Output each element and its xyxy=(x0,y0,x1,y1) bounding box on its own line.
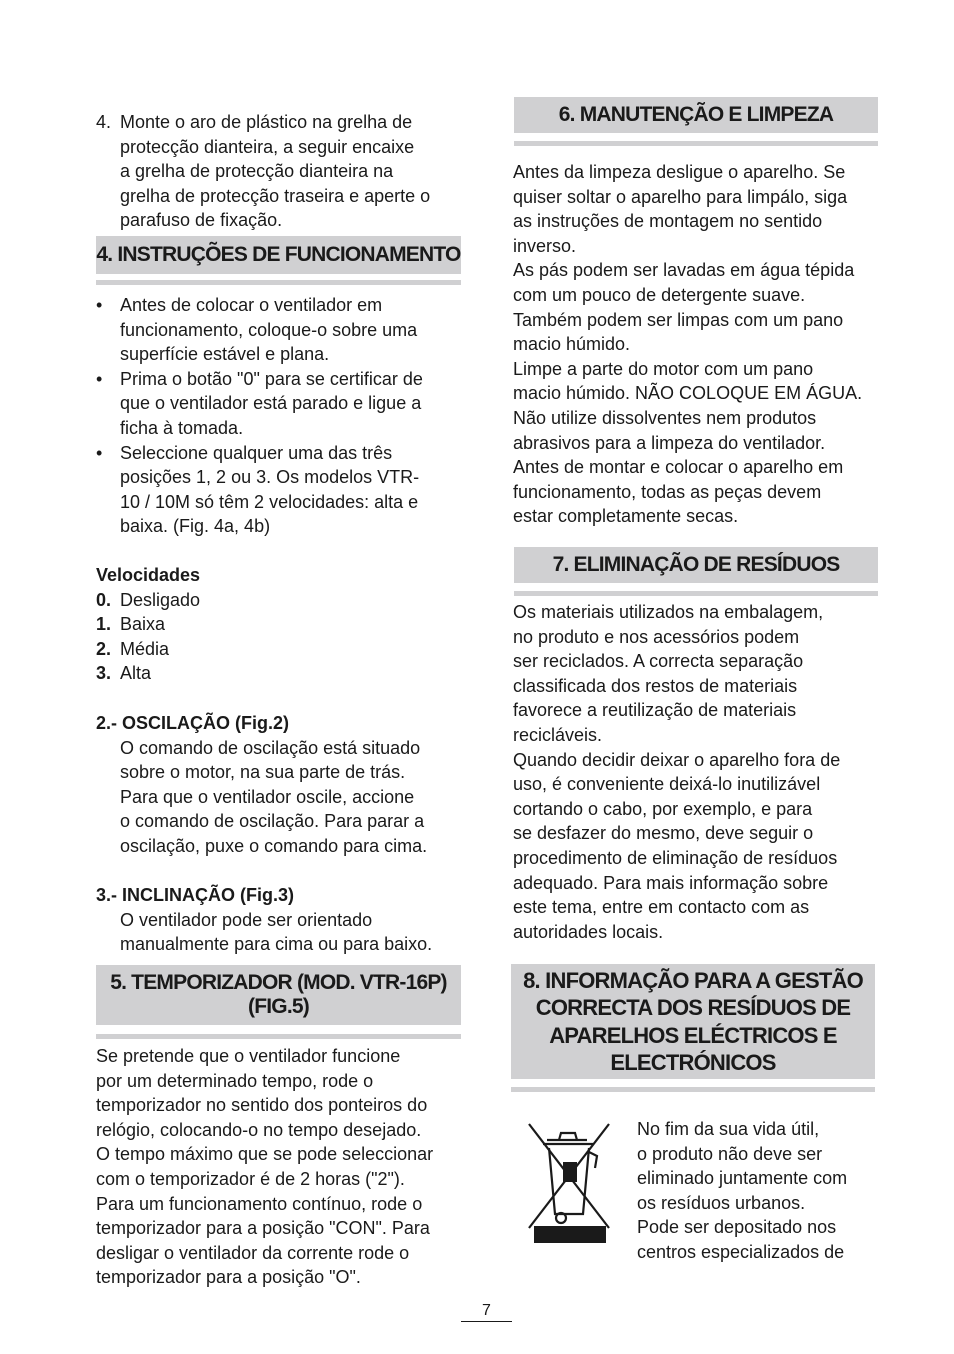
text-line: quiser soltar o aparelho para limpálo, siga xyxy=(513,186,848,207)
text-line: temporizador para a posição "CON". Para xyxy=(96,1218,430,1239)
heading-rule xyxy=(96,280,461,285)
text-line: funcionamento, coloque-o sobre uma xyxy=(120,319,418,340)
section-8-heading-line: CORRECTA DOS RESÍDUOS DE xyxy=(535,995,851,1020)
section-5-body xyxy=(96,1044,466,1290)
text-line: com o temporizador é de 2 horas ("2"). xyxy=(96,1168,405,1189)
heading-rule xyxy=(514,591,878,596)
oscillation-title: 2.- OSCILAÇÃO (Fig.2) xyxy=(96,713,289,733)
section-8-heading-line: 8. INFORMAÇÃO PARA A GESTÃO xyxy=(523,967,863,993)
text-line: Também podem ser limpas com um pano xyxy=(513,309,844,330)
section-6-heading xyxy=(514,97,878,133)
text-line: centros especializados de xyxy=(637,1241,845,1262)
text-line: O comando de oscilação está situado xyxy=(120,737,421,758)
text-line: grelha de protecção traseira e aperte o xyxy=(120,185,431,206)
text-line: temporizador no sentido dos ponteiros do xyxy=(96,1095,428,1116)
speed-label: Média xyxy=(120,638,170,659)
text-line: por um determinado tempo, rode o xyxy=(96,1070,374,1091)
speed-label: Baixa xyxy=(120,614,166,635)
text-line: cortando o cabo, por exemplo, e para xyxy=(513,798,813,819)
section-5-heading xyxy=(96,965,461,1025)
text-line: Para que o ventilador oscile, accione xyxy=(120,786,415,807)
speeds-block xyxy=(96,563,466,686)
section-6-heading-text: 6. MANUTENÇÃO E LIMPEZA xyxy=(558,103,834,126)
text-line: eliminado juntamente com xyxy=(637,1168,848,1189)
text-line: Pode ser depositado nos xyxy=(637,1217,837,1238)
text-line: relógio, colocando-o no tempo desejado. xyxy=(96,1119,422,1140)
speed-label: Desligado xyxy=(120,589,201,610)
text-line: inverso. xyxy=(513,235,577,256)
speed-number: 0. xyxy=(96,589,112,610)
text-line: temporizador para a posição "O". xyxy=(96,1267,361,1288)
speed-number: 1. xyxy=(96,614,112,635)
text-line: Os materiais utilizados na embalagem, xyxy=(513,602,824,622)
text-line: que o ventilador está parado e ligue a xyxy=(120,393,422,414)
speed-label: Alta xyxy=(120,663,152,684)
section-7-heading-text: 7. ELIMINAÇÃO DE RESÍDUOS xyxy=(552,553,840,576)
text-line: sobre o motor, na sua parte de trás. xyxy=(120,762,406,783)
section-8-heading xyxy=(511,964,875,1079)
section-7-heading xyxy=(514,547,878,583)
crossed-out-wheelie-bin-icon xyxy=(525,1118,613,1248)
text-line: posições 1, 2 ou 3. Os modelos VTR- xyxy=(120,467,420,488)
section-8-body xyxy=(637,1117,887,1265)
speeds-title: Velocidades xyxy=(96,565,201,585)
text-line: Antes de colocar o ventilador em xyxy=(120,295,383,315)
text-line: No fim da sua vida útil, xyxy=(637,1119,820,1139)
text-line: baixa. (Fig. 4a, 4b) xyxy=(120,516,271,537)
list-item xyxy=(96,637,466,662)
tilt-title: 3.- INCLINAÇÃO (Fig.3) xyxy=(96,885,294,905)
text-line: Monte o aro de plástico na grelha de xyxy=(120,112,413,132)
text-line: favorece a reutilização de materiais xyxy=(513,700,797,721)
section-8-heading-line: APARELHOS ELÉCTRICOS E xyxy=(549,1022,837,1048)
text-line: macio húmido. xyxy=(513,334,631,355)
text-line: protecção dianteira, a seguir encaixe xyxy=(120,136,415,157)
section-7-body xyxy=(513,600,883,944)
text-line: Antes da limpeza desligue o aparelho. Se xyxy=(513,162,846,182)
text-line: Se pretende que o ventilador funcione xyxy=(96,1046,401,1066)
text-line: procedimento de eliminação de resíduos xyxy=(513,847,838,868)
text-line: no produto e nos acessórios podem xyxy=(513,626,800,647)
text-line: ficha à tomada. xyxy=(120,417,244,438)
text-line: uso, é conveniente deixá-lo inutilizável xyxy=(513,774,821,795)
bullet-icon: • xyxy=(96,295,103,315)
page-number-text: 7 xyxy=(482,1302,491,1319)
tilt-block xyxy=(96,883,466,957)
speed-number: 2. xyxy=(96,638,112,659)
text-line: oscilação, puxe o comando para cima. xyxy=(120,835,428,856)
text-line: desligar o ventilador da corrente rode o xyxy=(96,1242,410,1263)
list-item xyxy=(96,293,466,367)
text-line: superfície estável e plana. xyxy=(120,344,330,365)
page-number xyxy=(461,1302,512,1322)
text-line: as instruções de montagem no sentido xyxy=(513,211,823,232)
step-4 xyxy=(96,110,466,233)
text-line: autoridades locais. xyxy=(513,921,664,942)
section-5-heading-line: 5. TEMPORIZADOR (MOD. VTR-16P) xyxy=(110,971,447,994)
text-line: este tema, entre em contacto com as xyxy=(513,897,810,918)
text-line: 10 / 10M só têm 2 velocidades: alta e xyxy=(120,491,419,512)
text-line: Para um funcionamento contínuo, rode o xyxy=(96,1193,423,1214)
text-line: adequado. Para mais informação sobre xyxy=(513,872,829,893)
text-line: Não utilize dissolventes nem produtos xyxy=(513,407,817,428)
text-line: estar completamente secas. xyxy=(513,506,739,527)
list-item xyxy=(96,612,466,637)
section-5-heading-line: (FIG.5) xyxy=(248,995,309,1018)
bullet-icon: • xyxy=(96,368,103,389)
oscillation-block xyxy=(96,711,466,859)
section-6-body xyxy=(513,160,883,529)
list-item xyxy=(96,661,466,686)
text-line: ser reciclados. A correcta separação xyxy=(513,651,804,672)
list-item xyxy=(96,588,466,613)
text-line: As pás podem ser lavadas em água tépida xyxy=(513,260,855,281)
text-line: Quando decidir deixar o aparelho fora de xyxy=(513,749,841,770)
text-line: Antes de montar e colocar o aparelho em xyxy=(513,457,844,478)
text-line: macio húmido. NÃO COLOQUE EM ÁGUA. xyxy=(513,383,863,404)
text-line: Limpe a parte do motor com um pano xyxy=(513,358,814,379)
heading-rule xyxy=(511,1087,875,1092)
text-line: se desfazer do mesmo, deve seguir o xyxy=(513,823,814,844)
heading-rule xyxy=(514,141,878,146)
text-line: abrasivos para a limpeza do ventilador. xyxy=(513,432,826,453)
text-line: com um pouco de detergente suave. xyxy=(513,284,806,305)
text-line: O ventilador pode ser orientado xyxy=(120,909,373,930)
text-line: Seleccione qualquer uma das três xyxy=(120,442,393,463)
text-line: funcionamento, todas as peças devem xyxy=(513,481,822,502)
text-line: o comando de oscilação. Para parar a xyxy=(120,811,425,832)
text-line: manualmente para cima ou para baixo. xyxy=(120,934,433,955)
text-line: recicláveis. xyxy=(513,724,603,745)
text-line: classificada dos restos de materiais xyxy=(513,675,798,696)
section-4-heading xyxy=(96,236,461,274)
section-4-heading-text: 4. INSTRUÇÕES DE FUNCIONAMENTO xyxy=(96,243,461,266)
section-8-heading-line: ELECTRÓNICOS xyxy=(610,1050,776,1075)
text-line: Prima o botão "0" para se certificar de xyxy=(120,368,423,389)
bullet-icon: • xyxy=(96,442,103,463)
text-line: o produto não deve ser xyxy=(637,1143,823,1164)
list-item xyxy=(96,367,466,441)
list-item xyxy=(96,441,466,539)
heading-rule xyxy=(96,1034,461,1039)
step-4-number: 4. xyxy=(96,112,112,132)
text-line: os resíduos urbanos. xyxy=(637,1192,806,1213)
text-line: a grelha de protecção dianteira na xyxy=(120,161,394,182)
speed-number: 3. xyxy=(96,663,112,684)
text-line: O tempo máximo que se pode seleccionar xyxy=(96,1144,434,1165)
section-4-bullets xyxy=(96,293,466,539)
text-line: parafuso de fixação. xyxy=(120,210,283,231)
